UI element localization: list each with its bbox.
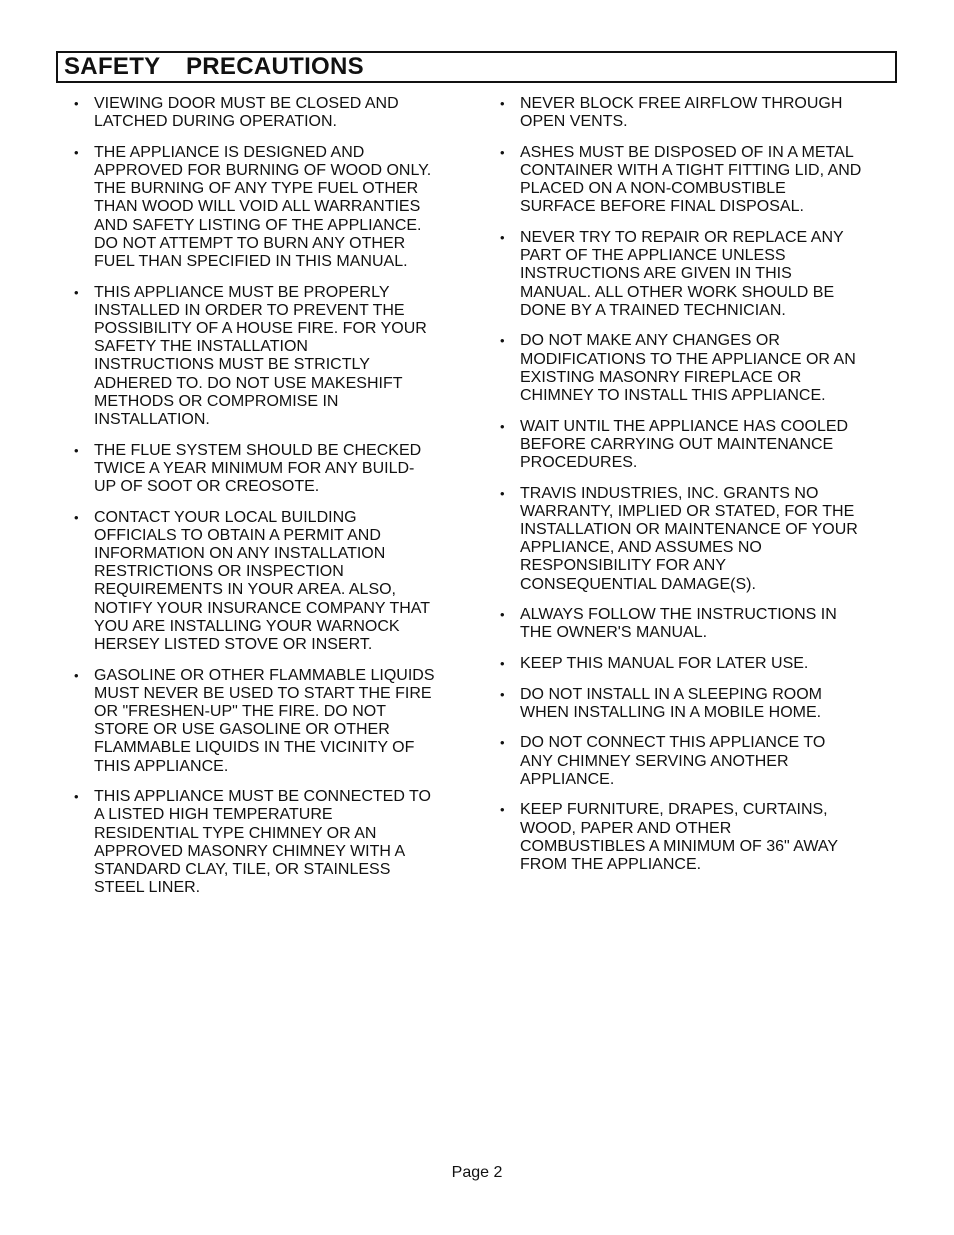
list-item: [500, 229, 892, 320]
page-title: SAFETY PRECAUTIONS: [64, 53, 364, 80]
bullet-icon: •: [500, 656, 505, 672]
list-item: [500, 686, 892, 722]
bullet-icon: •: [500, 802, 505, 818]
left-column-list: [74, 95, 466, 910]
bullet-icon: •: [74, 284, 79, 300]
list-item: [500, 606, 892, 642]
list-item: [74, 284, 466, 430]
list-item-text: TRAVIS INDUSTRIES, INC. GRANTS NO WARRANTY, IMPLIED OR STATED, FOR THE INSTALLATION OR MAINTENANCE OF YOUR APPLIANCE, AND ASSUMES NO RESPONSIBILITY FOR ANY CONSEQUENTIAL DAMAGE(S).: [520, 484, 858, 593]
bullet-icon: •: [500, 96, 505, 111]
list-item: [74, 442, 466, 497]
bullet-icon: •: [74, 96, 79, 111]
bullet-icon: •: [74, 509, 79, 525]
bullet-icon: •: [500, 607, 505, 623]
bullet-icon: •: [74, 442, 79, 458]
list-item: [74, 144, 466, 271]
list-item-text: KEEP THIS MANUAL FOR LATER USE.: [520, 655, 809, 673]
bullet-icon: •: [74, 789, 79, 805]
list-item-text: THIS APPLIANCE MUST BE CONNECTED TO A LISTED HIGH TEMPERATURE RESIDENTIAL TYPE CHIMNEY OR AN APPROVED MASONRY CHIMNEY WITH A STANDARD CLAY, TILE, OR STAINLESS STEEL LINER.: [94, 788, 431, 897]
list-item: [500, 144, 892, 217]
list-item: [500, 418, 892, 473]
list-item: [500, 655, 892, 673]
list-item-text: NEVER BLOCK FREE AIRFLOW THROUGH OPEN VENTS.: [520, 95, 843, 131]
bullet-icon: •: [500, 485, 505, 501]
bullet-icon: •: [74, 144, 79, 160]
list-item-text: DO NOT INSTALL IN A SLEEPING ROOM WHEN INSTALLING IN A MOBILE HOME.: [520, 685, 822, 721]
bullet-icon: •: [500, 418, 505, 434]
list-item-text: VIEWING DOOR MUST BE CLOSED AND LATCHED DURING OPERATION.: [94, 95, 399, 131]
list-item-text: NEVER TRY TO REPAIR OR REPLACE ANY PART OF THE APPLIANCE UNLESS INSTRUCTIONS ARE GIVEN IN THIS MANUAL. ALL OTHER WORK SHOULD BE DONE BY A TRAINED TECHNICIAN.: [520, 229, 844, 319]
bullet-icon: •: [500, 686, 505, 702]
list-item-text: THIS APPLIANCE MUST BE PROPERLY INSTALLED IN ORDER TO PREVENT THE POSSIBILITY OF A HOUSE FIRE. FOR YOUR SAFETY THE INSTALLATION INSTRUCTIONS MUST BE STRICTLY ADHERED TO. DO NOT USE MAKESHIFT METHODS OR COMPROMISE IN INSTALLATION.: [94, 283, 427, 429]
list-item: [74, 509, 466, 655]
list-item: [500, 95, 892, 131]
list-item-text: CONTACT YOUR LOCAL BUILDING OFFICIALS TO OBTAIN A PERMIT AND INFORMATION ON ANY INSTALLATION RESTRICTIONS OR INSPECTION REQUIREMENTS IN YOUR AREA. ALSO, NOTIFY YOUR INSURANCE COMPANY THAT YOU ARE INSTALLING YOUR WARNOCK HERSEY LISTED STOVE OR INSERT.: [94, 508, 431, 654]
list-item: [500, 734, 892, 789]
list-item: [500, 332, 892, 405]
page-number: Page 2: [451, 1164, 503, 1181]
list-item-text: WAIT UNTIL THE APPLIANCE HAS COOLED BEFORE CARRYING OUT MAINTENANCE PROCEDURES.: [520, 417, 849, 472]
list-item-text: ASHES MUST BE DISPOSED OF IN A METAL CONTAINER WITH A TIGHT FITTING LID, AND PLACED ON A NON-COMBUSTIBLE SURFACE BEFORE FINAL DISPOSAL.: [520, 143, 862, 216]
bullet-icon: •: [500, 144, 505, 160]
list-item-text: GASOLINE OR OTHER FLAMMABLE LIQUIDS MUST NEVER BE USED TO START THE FIRE OR "FRESHEN-UP" THE FIRE. DO NOT STORE OR USE GASOLINE OR OTHER FLAMMABLE LIQUIDS IN THE VICINITY OF THIS APPLIANCE.: [94, 666, 435, 775]
list-item: [500, 801, 892, 874]
bullet-icon: •: [500, 333, 505, 349]
list-item-text: DO NOT CONNECT THIS APPLIANCE TO ANY CHIMNEY SERVING ANOTHER APPLIANCE.: [520, 734, 826, 788]
list-item: [74, 667, 466, 776]
bullet-icon: •: [500, 735, 505, 751]
list-item-text: KEEP FURNITURE, DRAPES, CURTAINS, WOOD, PAPER AND OTHER COMBUSTIBLES A MINIMUM OF 36" AWAY FROM THE APPLIANCE.: [520, 801, 839, 874]
list-item-text: THE APPLIANCE IS DESIGNED AND APPROVED FOR BURNING OF WOOD ONLY. THE BURNING OF ANY TYPE FUEL OTHER THAN WOOD WILL VOID ALL WARRANTIES AND SAFETY LISTING OF THE APPLIANCE. DO NOT ATTEMPT TO BURN ANY OTHER FUEL THAN SPECIFIED IN THIS MANUAL.: [94, 143, 432, 271]
list-item: [74, 788, 466, 897]
list-item-text: THE FLUE SYSTEM SHOULD BE CHECKED TWICE A YEAR MINIMUM FOR ANY BUILD- UP OF SOOT OR CREOSOTE.: [94, 441, 422, 496]
list-item-text: DO NOT MAKE ANY CHANGES OR MODIFICATIONS TO THE APPLIANCE OR AN EXISTING MASONRY FIREPLACE OR CHIMNEY TO INSTALL THIS APPLIANCE.: [520, 332, 856, 405]
list-item: [500, 485, 892, 594]
list-item: [74, 95, 466, 131]
bullet-icon: •: [500, 230, 505, 245]
bullet-icon: •: [74, 667, 79, 683]
list-item-text: ALWAYS FOLLOW THE INSTRUCTIONS IN THE OWNER'S MANUAL.: [520, 606, 837, 642]
section-title-box: [56, 51, 897, 83]
right-column-list: [500, 95, 892, 887]
